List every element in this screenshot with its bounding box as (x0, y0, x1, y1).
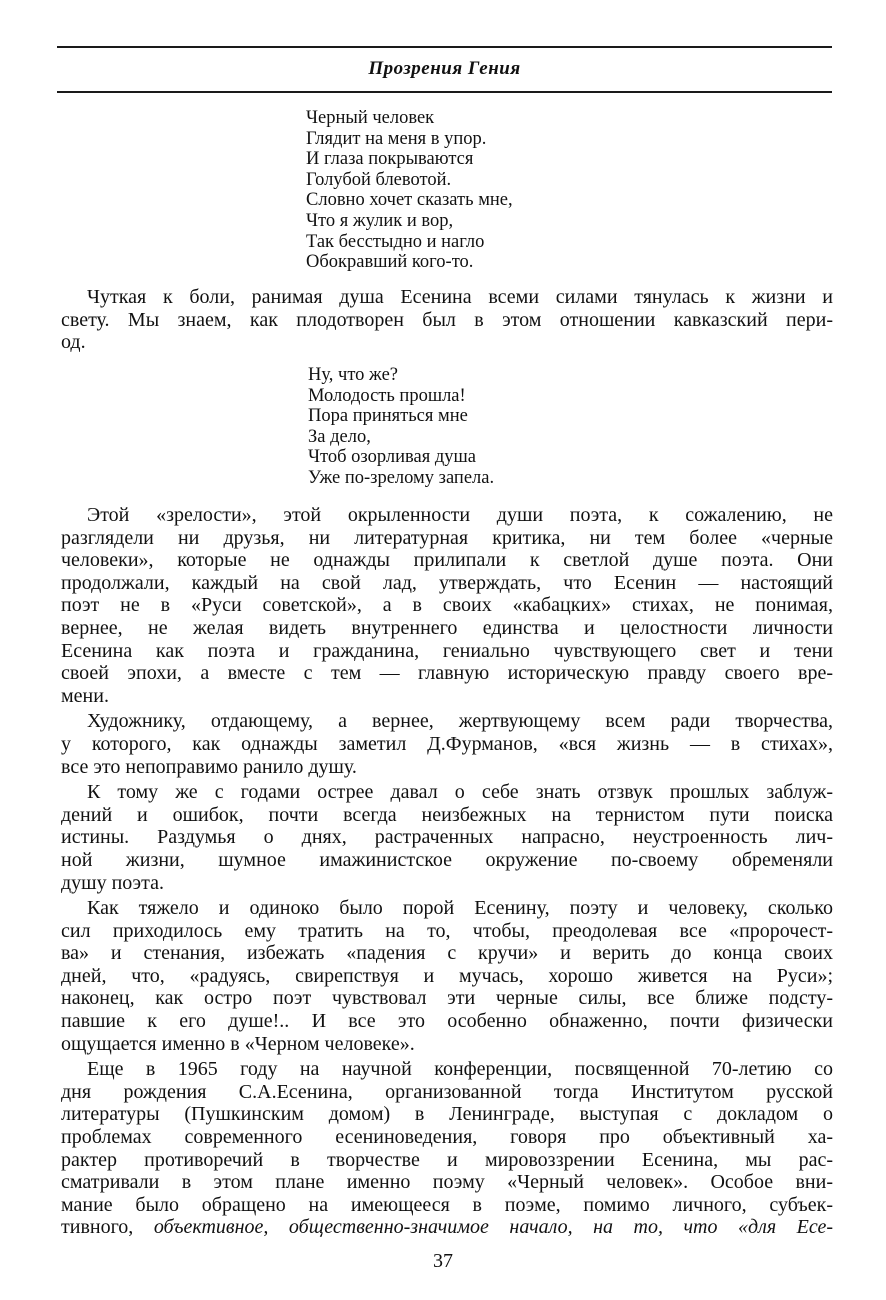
header-rule-bottom (57, 91, 832, 93)
text-line: Как тяжело и одиноко было порой Есенину, поэту и человеку, сколько (87, 897, 833, 920)
italic-emphasis: объективное, общественно-значимое начало, на то, что «для Есе- (153, 1216, 833, 1239)
paragraph-echo (61, 781, 833, 894)
verse-line: Словно хочет сказать мне, (306, 190, 513, 211)
paragraph-caucasus (61, 286, 833, 354)
verse-line: Глядит на меня в упор. (306, 128, 487, 149)
verse-quote-youth (308, 365, 494, 489)
text-line: сил приходилось ему тратить на то, чтобы, преодолевая все «пророчест- (61, 919, 833, 942)
paragraph-loneliness (61, 897, 833, 1055)
text-line: ва» и стенания, избежать «падения с кручи» и верить до конца своих (61, 942, 833, 965)
text-line: дений и ошибок, почти всегда неизбежных на тернистом пути поиска (61, 803, 833, 826)
text-line: свету. Мы знаем, как плодотворен был в этом отношении кавказский пери- (61, 308, 833, 331)
text-line: Есенина как поэта и гражданина, гениально чувствующего свет и тени (61, 639, 833, 662)
text-line: душу поэта. (61, 871, 164, 894)
text-line: сматривали в этом плане именно поэму «Черный человек». Особое вни- (61, 1171, 833, 1194)
verse-line: Уже по-зрелому запела. (308, 467, 495, 488)
text-line: у которого, как однажды заметил Д.Фурманов, «вся жизнь — в стихах», (61, 732, 833, 755)
verse-line: Чтоб озорливая душа (308, 447, 476, 468)
verse-line: Молодость прошла! (308, 385, 466, 406)
verse-line: За дело, (308, 426, 371, 447)
text-line: продолжали, каждый на свой лад, утверждать, что Есенин — настоящий (61, 571, 833, 594)
text-line: мание было обращено на имеющееся в поэме, помимо личного, субъек- (61, 1193, 833, 1216)
text-line: Чуткая к боли, ранимая душа Есенина всеми силами тянулась к жизни и (87, 286, 833, 308)
text-line: дней, что, «радуясь, свирепствуя и мучась, хорошо живется на Руси»; (61, 964, 833, 987)
text-run: тивного, (61, 1216, 154, 1239)
text-line: дня рождения С.А.Есенина, организованной тогда Институтом русской (61, 1080, 833, 1103)
text-line: Художнику, отдающему, а вернее, жертвующему всем ради творчества, (87, 710, 833, 733)
text-line: павшие к его душе!.. И все это особенно обнаженно, почти физически (61, 1010, 833, 1033)
verse-line: Так бесстыдно и нагло (306, 231, 485, 252)
text-line: мени. (61, 684, 109, 707)
text-line: истины. Раздумья о днях, растраченных напрасно, неустроенность лич- (61, 826, 833, 849)
text-line: Еще в 1965 году на научной конференции, посвященной 70-летию со (87, 1058, 833, 1081)
verse-line: Черный человек (306, 108, 435, 128)
verse-line: Голубой блевотой. (306, 169, 452, 190)
running-header-title: Прозрения Гения (368, 58, 521, 79)
text-line: рактер противоречий в творчестве и мировоззрении Есенина, мы рас- (61, 1148, 833, 1171)
verse-line: Что я жулик и вор, (306, 210, 454, 231)
verse-quote-black-man (306, 108, 513, 273)
text-line (61, 1216, 833, 1239)
text-line: Этой «зрелости», этой окрыленности души поэта, к сожалению, не (87, 504, 833, 526)
paragraph-artist (61, 710, 833, 778)
text-line: од. (61, 331, 86, 354)
paragraph-conference (61, 1058, 833, 1239)
text-line: поэт не в «Руси советской», а в своих «кабацких» стихах, не понимая, (61, 594, 833, 617)
header-rule-top (57, 46, 832, 48)
verse-line: Ну, что же? (308, 365, 398, 385)
text-line: вернее, не желая видеть внутреннего единства и целостности личности (61, 616, 833, 639)
text-line: ощущается именно в «Черном человеке». (61, 1032, 415, 1055)
text-line: наконец, как остро поэт чувствовал эти черные силы, все ближе подсту- (61, 987, 833, 1010)
main-text-block (61, 504, 833, 1239)
text-line: литературы (Пушкинским домом) в Ленинграде, выступая с докладом о (61, 1103, 833, 1126)
verse-line: Обокравший кого-то. (306, 252, 474, 273)
verse-line: И глаза покрываются (306, 149, 474, 170)
text-line: человеки», которые не однажды прилипали к светлой душе поэта. Они (61, 549, 833, 572)
text-line: своей эпохи, а вместе с тем — главную историческую правду своего вре- (61, 662, 833, 685)
text-line: проблемах современного есениноведения, говоря про объективный ха- (61, 1126, 833, 1149)
paragraph-maturity (61, 504, 833, 707)
text-line: К тому же с годами острее давал о себе знать отзвук прошлых заблуж- (87, 781, 833, 804)
verse-line: Пора приняться мне (308, 406, 468, 427)
text-line: ной жизни, шумное имажинистское окружение по-своему обременяли (61, 848, 833, 871)
text-line: все это непоправимо ранило душу. (61, 755, 357, 778)
text-line: разглядели ни друзья, ни литературная критика, ни тем более «черные (61, 526, 833, 549)
page-number: 37 (433, 1250, 453, 1272)
